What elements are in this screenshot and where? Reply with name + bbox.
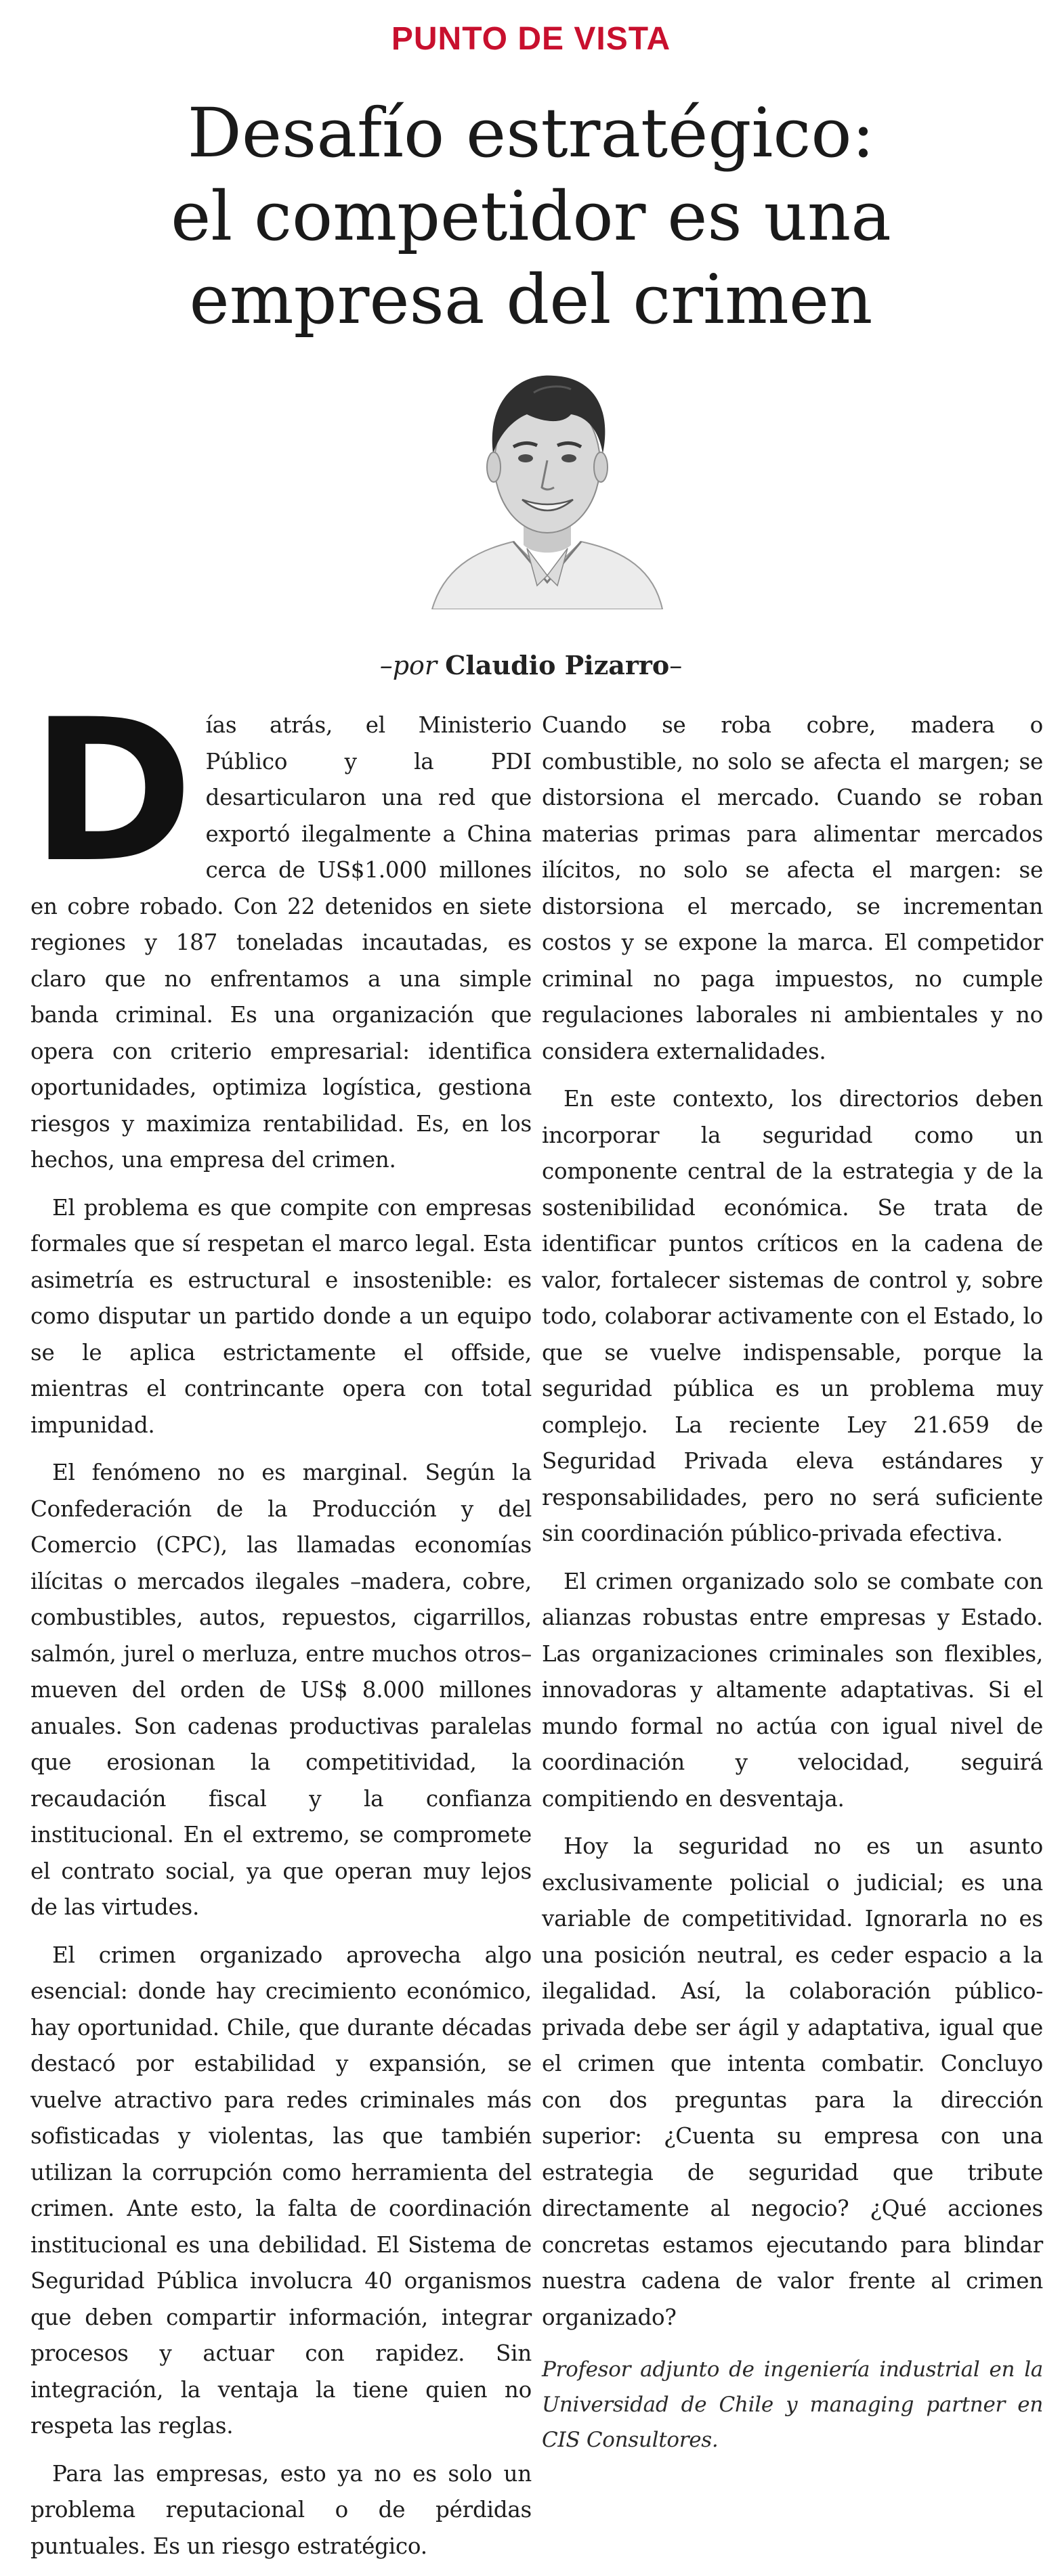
headline-line-2: el competidor es una — [171, 177, 891, 256]
paragraph-1 — [30, 678, 532, 1179]
article-column-right — [542, 707, 1043, 2458]
paragraph-4: El crimen organizado aprovecha algo esencial: donde hay crecimiento económico, hay oportunidad. Chile, que durante décadas destacó por estabilidad y expansión, se vuelve atractivo para redes criminales más sofisticadas y violentas, las que también utilizan la corrupción como herramienta del crimen. Ante esto, la falta de coordinación institucional es una debilidad. El Sistema de Seguridad Pública involucra 40 organismos que deben compartir información, integrar procesos y actuar con rapidez. Sin integración, la ventaja la tiene quien no respeta las reglas. — [30, 1942, 532, 2439]
headline — [0, 91, 1062, 341]
author-name: Claudio Pizarro — [445, 650, 670, 680]
headline-line-1: Desafío estratégico: — [187, 93, 875, 173]
drop-cap: D — [30, 678, 194, 906]
paragraph-1-text: ías atrás, el Ministerio Público y la PDI desarticularon una red que exportó ilegalmente a China cerca de US$1.000 millones en cobre robado. Con 22 detenidos en siete regiones y 187 toneladas incautadas, es claro que no enfrentamos a una simple banda criminal. Es una organización que opera con criterio empresarial: identifica oportunidades, optimiza logística, gestiona riesgos y maximiza rentabilidad. Es, en los hechos, una empresa del crimen. — [30, 712, 532, 1173]
paragraph-6: Cuando se roba cobre, madera o combustible, no solo se afecta el margen; se distorsiona el mercado. Cuando se roban materias primas para alimentar mercados ilícitos, no solo se afecta el margen: se distorsiona el mercado, se incrementan costos y se expone la marca. El competidor criminal no paga impuestos, no cumple regulaciones laborales ni ambientales y no considera externalidades. — [542, 712, 1043, 1064]
paragraph-5: Para las empresas, esto ya no es solo un problema reputacional o de pérdidas puntuales. Es un riesgo estratégico. — [30, 2460, 532, 2559]
byline-prefix: –por — [379, 651, 438, 680]
paragraph-9: Hoy la seguridad no es un asunto exclusivamente policial o judicial; es una variable de competitividad. Ignorarla no es una posición neutral, es ceder espacio a la ilegalidad. Así, la colaboración público-privada debe ser ágil y adaptativa, igual que el crimen que intenta combatir. Concluyo con dos preguntas para la dirección superior: ¿Cuenta su empresa con una estrategia de seguridad que tribute directamente al negocio? ¿Qué acciones concretas estamos ejecutando para blindar nuestra cadena de valor frente al crimen organizado? — [542, 1833, 1043, 2330]
paragraph-2: El problema es que compite con empresas formales que sí respetan el marco legal. Esta asimetría es estructural e insostenible: es como disputar un partido donde a un equipo se le aplica estrictamente el offside, mientras el contrincante opera con total impunidad. — [30, 1194, 532, 1438]
paragraph-8: El crimen organizado solo se combate con alianzas robustas entre empresas y Estado. Las organizaciones criminales son flexibles, innovadoras y altamente adaptativas. Si el mundo formal no actúa con igual nivel de coordinación y velocidad, seguirá compitiendo en desventaja. — [542, 1568, 1043, 1812]
article-column-left — [30, 678, 532, 2576]
author-note: Profesor adjunto de ingeniería industrial en la Universidad de Chile y managing partner en CIS Consultores. — [542, 2357, 1043, 2452]
byline — [0, 650, 1062, 680]
paragraph-7: En este contexto, los directorios deben incorporar la seguridad como un componente central de la estrategia y de la sostenibilidad económica. Se trata de identificar puntos críticos en la cadena de valor, fortalecer sistemas de control y, sobre todo, colaborar activamente con el Estado, lo que se vuelve indispensable, porque la seguridad pública es un problema muy complejo. La reciente Ley 21.659 de Seguridad Privada eleva estándares y responsabilidades, pero no será suficiente sin coordinación público-privada efectiva. — [542, 1086, 1043, 1546]
author-portrait-icon — [425, 352, 669, 609]
paragraph-3: El fenómeno no es marginal. Según la Confederación de la Producción y del Comercio (CPC), las llamadas economías ilícitas o mercados ilegales –madera, cobre, combustibles, autos, repuestos, cigarrillos, salmón, jurel o merluza, entre muchos otros– mueven del orden de US$ 8.000 millones anuales. Son cadenas productivas paralelas que erosionan la competitividad, la recaudación fiscal y la confianza institucional. En el extremo, se compromete el contrato social, ya que operan muy lejos de las virtudes. — [30, 1460, 532, 1920]
section-kicker: PUNTO DE VISTA — [391, 21, 671, 57]
byline-suffix: – — [669, 651, 683, 680]
headline-line-3: empresa del crimen — [189, 260, 873, 339]
